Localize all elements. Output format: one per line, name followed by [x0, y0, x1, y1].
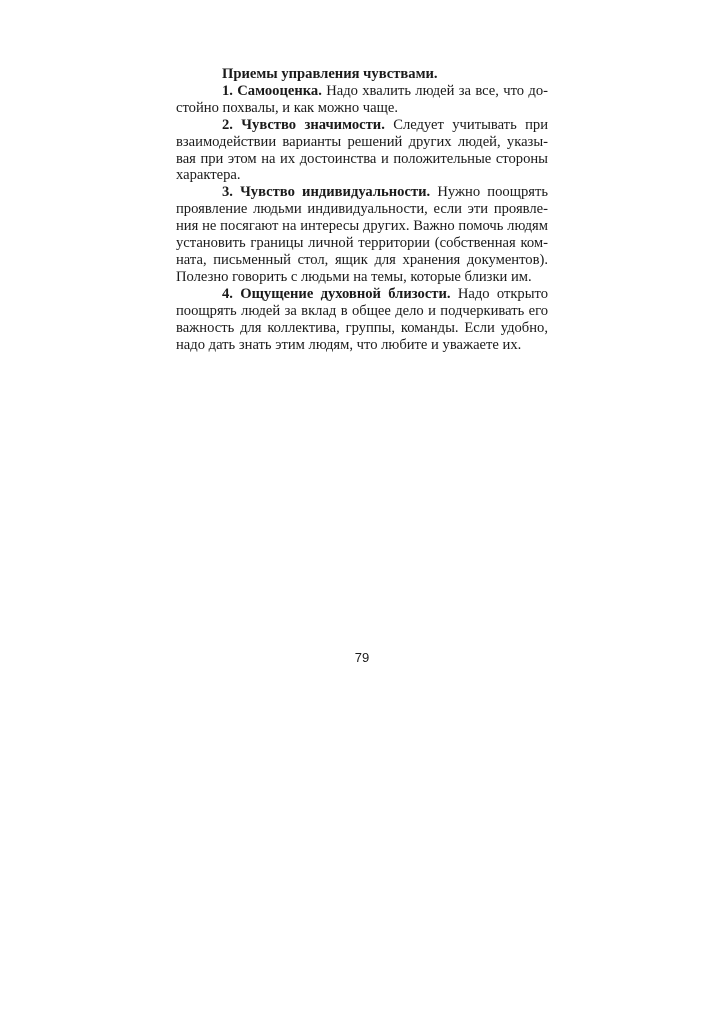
paragraph-self-esteem — [176, 83, 548, 117]
paragraph-lead: 2. Чувство значимости. — [222, 116, 385, 133]
paragraph-significance — [176, 117, 548, 185]
paragraph-text: Нужно поощрять проявление людьми индивидуальности, если эти проявления не посягают на интересы других. Важно помочь людям установить границы личной территории (собственная комната, письменный стол, ящик для хранения документов). Полезно говорить с людьми на темы, которые близки им. — [176, 184, 548, 285]
document-body — [176, 66, 548, 353]
paragraph-lead: 4. Ощущение духовной близости. — [222, 285, 451, 302]
paragraph-individuality — [176, 184, 548, 285]
paragraph-text: Следует учитывать при взаимодействии варианты решений других людей, указывая при этом на их достоинства и положительные стороны характера. — [176, 116, 548, 184]
paragraph-text: Надо открыто поощрять людей за вклад в общее дело и подчеркивать его важность для коллектива, группы, команды. Если удобно, надо дать знать этим людям, что любите и уважаете их. — [176, 285, 548, 353]
paragraph-lead: 1. Самооценка. — [222, 82, 322, 99]
paragraph-text: Надо хвалить людей за все, что достойно похвалы, и как можно чаще. — [176, 82, 548, 116]
paragraph-lead: 3. Чувство индивидуальности. — [222, 184, 431, 201]
paragraph-spiritual-closeness — [176, 286, 548, 354]
page-number: 79 — [354, 650, 370, 665]
section-heading: Приемы управления чувствами. — [222, 66, 438, 82]
